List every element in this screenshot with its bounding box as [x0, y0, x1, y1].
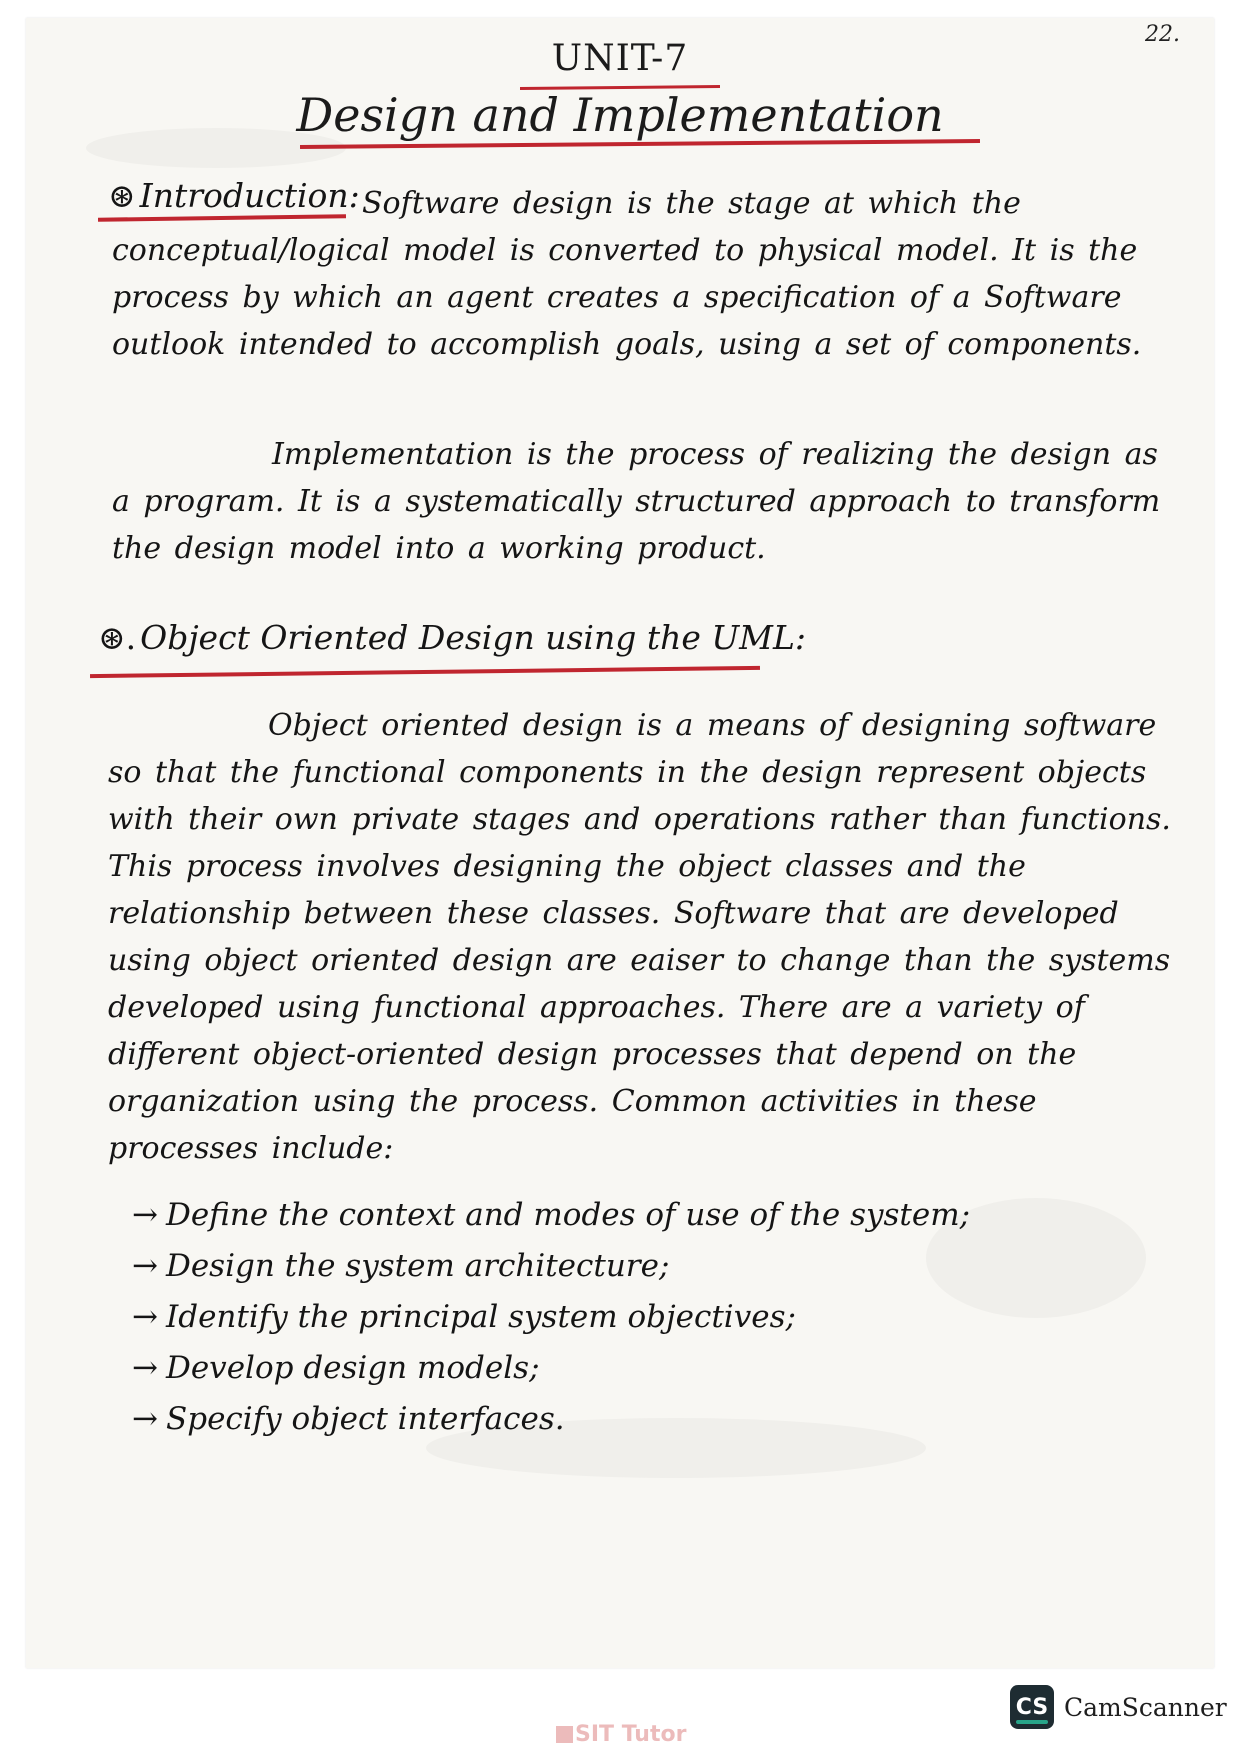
notebook-page: [26, 18, 1214, 1668]
watermark-logo-icon: [556, 1726, 573, 1743]
list-item: [132, 1241, 970, 1292]
camscanner-label: CamScanner: [1064, 1692, 1227, 1722]
arrow-right-icon: →: [132, 1197, 158, 1233]
ood-heading: [98, 618, 806, 657]
introduction-paragraph-2: Implementation is the process of realizing the design as a program. It is a systematically structured approach to transform the design model into a working product.: [112, 437, 1161, 566]
list-item: [132, 1394, 970, 1445]
watermark: [556, 1722, 686, 1747]
activity-text: Define the context and modes of use of the system;: [165, 1197, 971, 1233]
list-item: [132, 1343, 970, 1394]
unit-title: UNIT-7: [551, 38, 689, 79]
list-item: [132, 1292, 970, 1343]
main-title: Design and Implementation: [296, 88, 944, 142]
ood-paragraph: Object oriented design is a means of designing software so that the functional components in the design represent objects with their own private stages and operations rather than functions. This process involves designing the object classes and the relationship between these classes. Software that are developed using object oriented design are eaiser to change than the systems developed using functional approaches. There are a variety of different object-oriented design processes that depend on the organization using the process. Common activities in these processes include:: [108, 708, 1171, 1166]
introduction-paragraph-1: Software design is the stage at which the conceptual/logical model is converted to physical model. It is the process by which an agent creates a specification of a Software outlook intended to accomplish goals, using a set of components.: [112, 186, 1142, 362]
activity-text: Design the system architecture;: [165, 1248, 670, 1284]
activity-text: Identify the principal system objectives;: [165, 1299, 796, 1335]
activity-list: [132, 1190, 970, 1445]
arrow-right-icon: →: [132, 1299, 158, 1335]
arrow-right-icon: →: [132, 1401, 158, 1437]
page-number: 22.: [1145, 22, 1180, 47]
ood-heading-underline: [90, 666, 760, 678]
activity-text: Develop design models;: [165, 1350, 540, 1386]
asterisk-bullet-icon: ⊛.: [98, 618, 137, 657]
arrow-right-icon: →: [132, 1350, 158, 1386]
asterisk-bullet-icon: ⊛: [108, 176, 136, 215]
arrow-right-icon: →: [132, 1248, 158, 1284]
camscanner-logo-icon: CS: [1010, 1685, 1054, 1729]
list-item: [132, 1190, 970, 1241]
activity-text: Specify object interfaces.: [165, 1401, 565, 1437]
watermark-text: SIT Tutor: [575, 1722, 687, 1747]
ood-heading-text: Object Oriented Design using the UML:: [140, 618, 807, 657]
camscanner-badge: [1010, 1685, 1227, 1729]
introduction-heading-text: Introduction:: [139, 176, 360, 215]
